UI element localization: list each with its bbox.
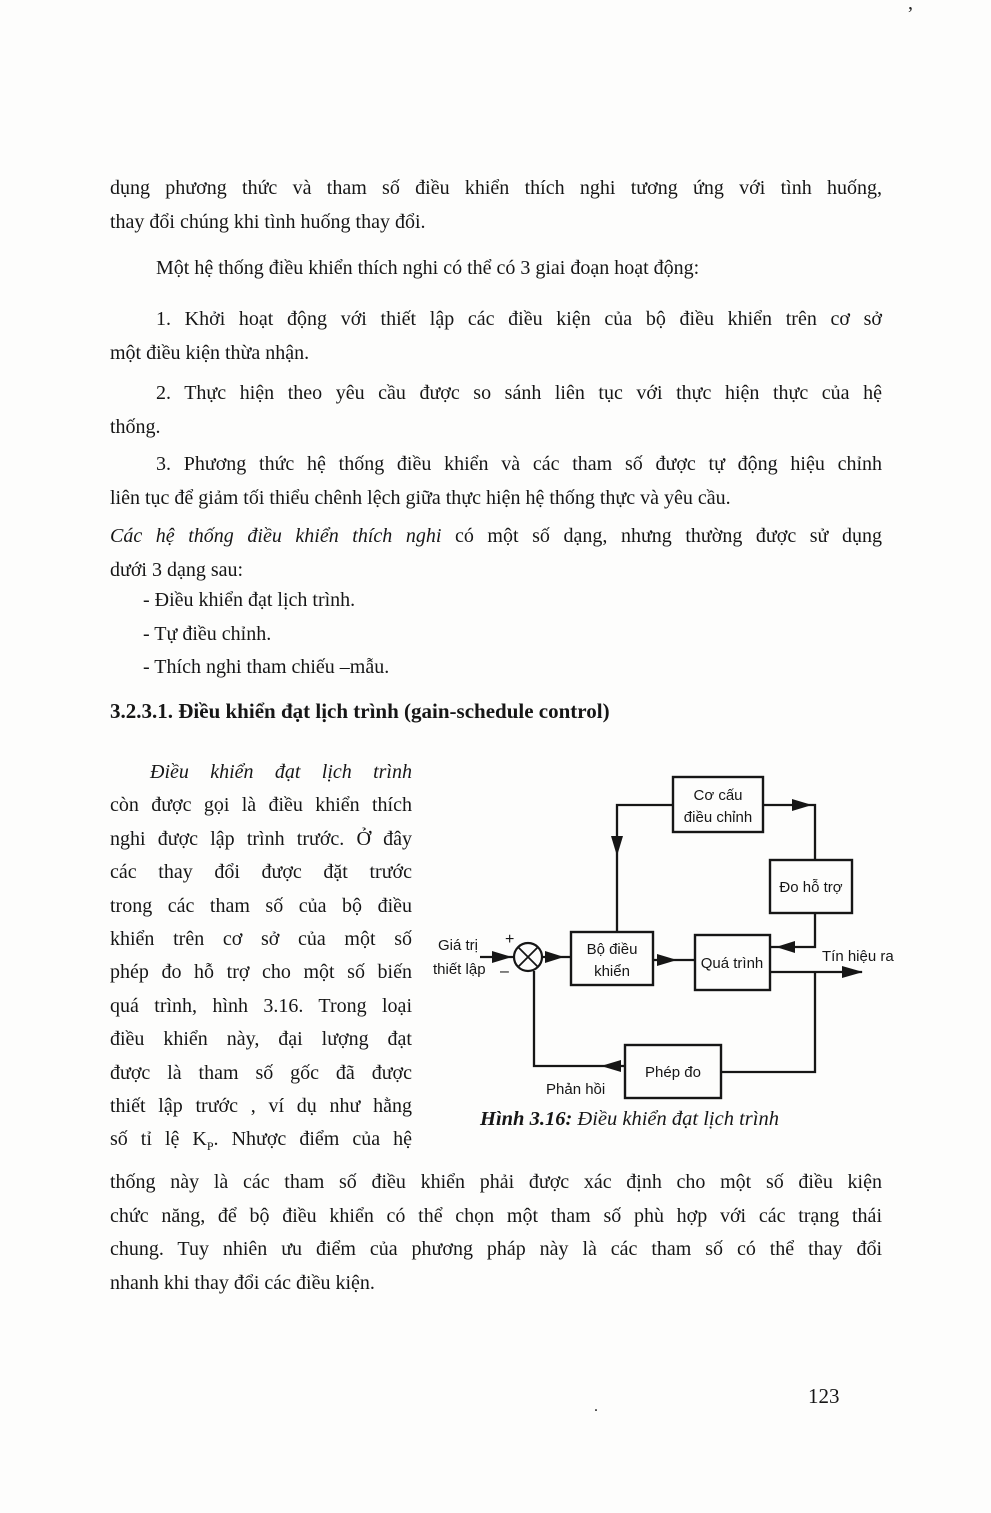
output-label: Tín hiệu ra (822, 948, 894, 965)
paragraph-forms (110, 520, 882, 587)
paragraph-intro (110, 172, 882, 239)
text-line: trong các tham số của bộ điều (110, 894, 412, 917)
list-item: - Thích nghi tham chiếu –mẫu. (143, 656, 390, 678)
text-line: còn được gọi là điều khiển thích (110, 794, 412, 817)
paragraph-stage-1 (110, 303, 882, 370)
text-line: nghi được lập trình trước. Ở đây (110, 827, 412, 850)
text-line: quá trình, hình 3.16. Trong loại (110, 994, 412, 1017)
text-line: 3. Phương thức hệ thống điều khiển và các tham số được tự động hiệu chỉnh (156, 453, 882, 475)
text-line: phép đo hỗ trợ cho một số biến (110, 961, 412, 984)
text-span: có một số dạng, nhưng thường được sử dụng (441, 525, 882, 547)
plus-sign: + (505, 931, 515, 948)
section-heading: 3.2.3.1. Điều khiển đạt lịch trình (gain-schedule control) (110, 699, 610, 723)
text-line: một điều kiện thừa nhận. (110, 341, 310, 364)
process-label: Quá trình (700, 955, 764, 972)
controller-label-1: Bộ điều (586, 941, 638, 958)
controller-to-process-arrow (653, 954, 695, 966)
scan-artifact-dot: . (594, 1398, 598, 1415)
paragraph-closing (110, 1166, 882, 1300)
paragraph-stage-2 (110, 377, 882, 444)
page-number: 123 (808, 1384, 840, 1408)
text-line: liên tục để giảm tối thiểu chênh lệch giữa thực hiện hệ thống thực và yêu cầu. (110, 486, 731, 509)
text-line (110, 1123, 412, 1163)
setpoint-label-1: Giá trị (438, 937, 479, 954)
adjust-to-aux-arrow (763, 799, 815, 860)
text-line: điều khiển này, đại lượng đạt (110, 1028, 412, 1051)
aux-to-process-arrow (770, 913, 815, 953)
figure-caption-number: Hình 3.16: (480, 1108, 573, 1130)
text-line: chung. Tuy nhiên ưu điểm của phương pháp này là các tham số có thể thay đổi (110, 1238, 882, 1260)
adjust-mechanism-label-1: Cơ cấu (693, 787, 743, 804)
paragraph-stages (110, 252, 882, 286)
adjust-mechanism-label-2: điều chỉnh (683, 809, 753, 826)
subscript: P (206, 1139, 214, 1154)
setpoint-label-2: thiết lập (433, 961, 486, 978)
block-diagram (430, 755, 970, 1111)
feedback-label: Phản hồi (546, 1081, 606, 1098)
figure-caption-text: Điều khiển đạt lịch trình (572, 1108, 779, 1130)
italic-phrase: Các hệ thống điều khiển thích nghi (110, 525, 442, 547)
text-span: . Nhược điểm của hệ (213, 1128, 413, 1151)
text-line: được là tham số gốc đã được (110, 1061, 412, 1084)
list-item: - Tự điều chỉnh. (143, 622, 272, 645)
text-span: số tỉ lệ K (110, 1128, 207, 1151)
text-line: Một hệ thống điều khiển thích nghi có thể có 3 giai đoạn hoạt động: (156, 257, 700, 279)
text-line: Điều khiển đạt lịch trình (150, 761, 412, 783)
text-line: thiết lập trước , ví dụ như hằng (110, 1095, 412, 1118)
text-line: chức năng, để bộ điều khiển có thể chọn một tham số phù hợp với các trạng thái (110, 1204, 882, 1227)
text-line (110, 520, 882, 554)
text-line: dưới 3 dạng sau: (110, 558, 244, 581)
text-line: 2. Thực hiện theo yêu cầu được so sánh liên tục với thực hiện thực của hệ (156, 382, 882, 404)
paragraph-stage-3 (110, 448, 882, 515)
text-line: dụng phương thức và tham số điều khiển thích nghi tương ứng với tình huống, (110, 177, 882, 199)
text-line: thay đổi chúng khi tình huống thay đổi. (110, 210, 426, 233)
text-line: thống này là các tham số điều khiển phải được xác định cho một số điều kiện (110, 1171, 882, 1193)
text-line: nhanh khi thay đổi các điều kiện. (110, 1271, 375, 1294)
text-line: 1. Khởi hoạt động với thiết lập các điều kiện của bộ điều khiển trên cơ sở (156, 308, 882, 330)
process-output-arrow (721, 966, 863, 1072)
minus-sign: – (500, 963, 509, 980)
sum-to-controller-arrow (542, 951, 571, 963)
bullet-list (110, 584, 882, 685)
text-line: thống. (110, 415, 161, 438)
adjust-to-controller-arrow (611, 805, 673, 932)
text-line: khiển trên cơ sở của một số (110, 928, 412, 951)
left-column (110, 756, 412, 1164)
scan-artifact-comma: , (908, 0, 913, 14)
figure-caption (480, 1108, 840, 1131)
list-item: - Điều khiển đạt lịch trình. (143, 589, 356, 611)
controller-label-2: khiển (594, 963, 630, 980)
measurement-label: Phép đo (645, 1064, 701, 1081)
aux-measure-label: Đo hỗ trợ (779, 879, 843, 896)
text-line: các thay đổi được đặt trước (110, 861, 412, 884)
